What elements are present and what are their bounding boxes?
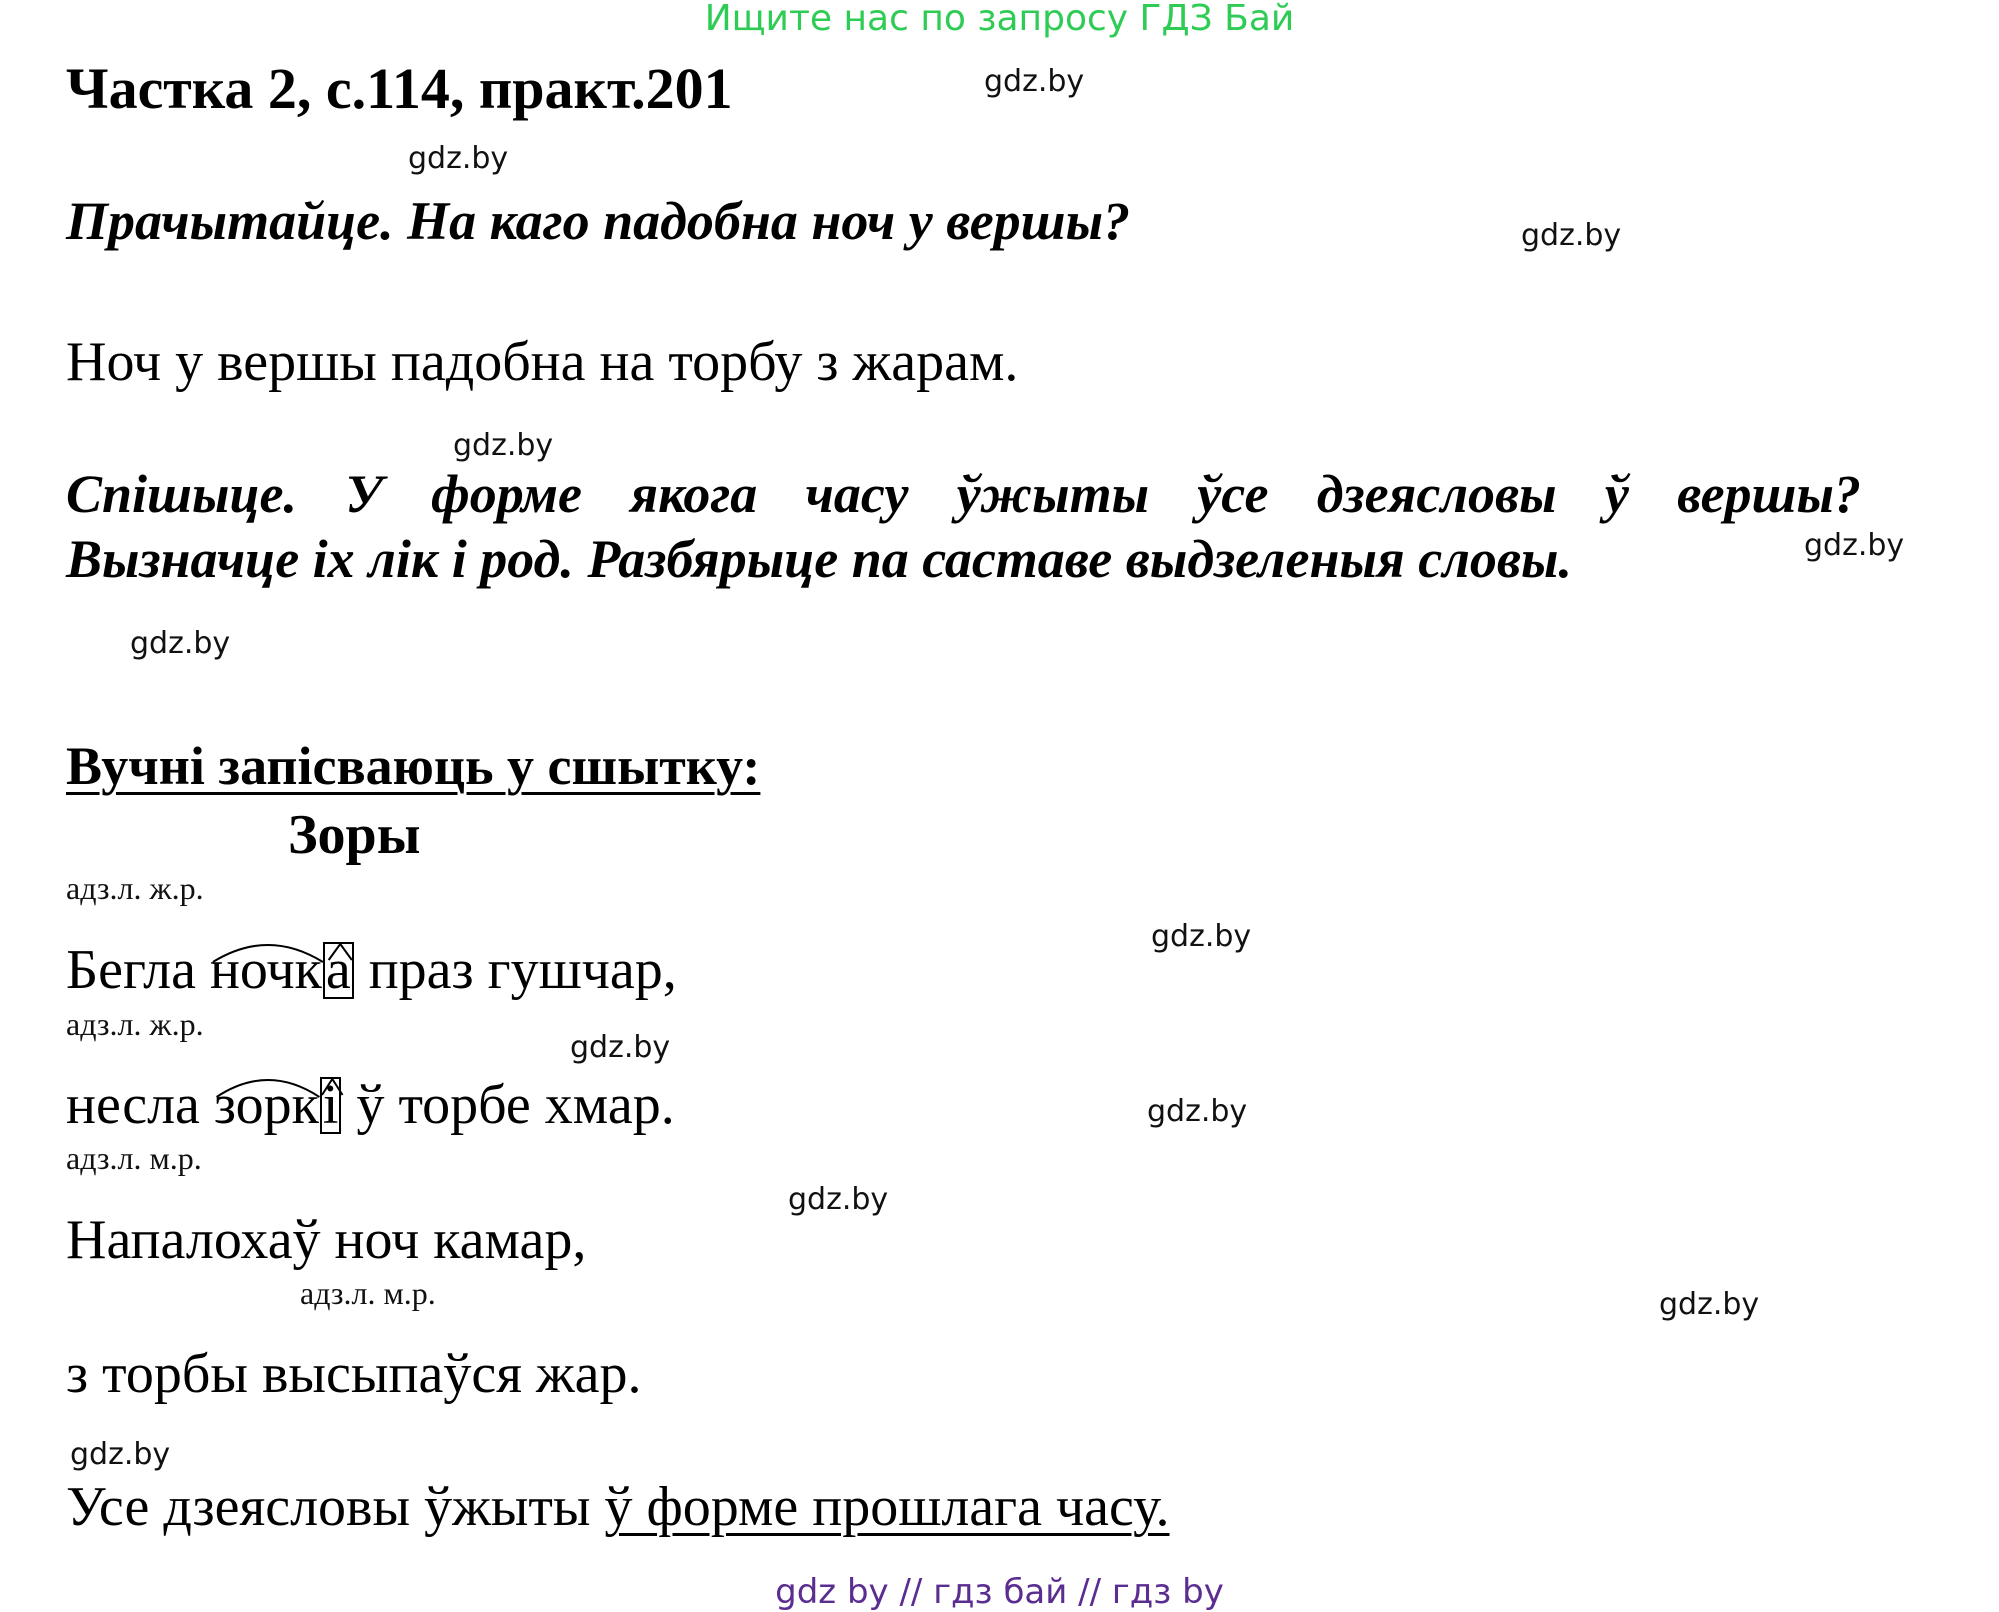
footer-watermark: gdz by // гдз бай // гдз by [775,1572,1224,1612]
page-heading: Частка 2, с.114, практ.201 [66,56,733,121]
root-arc-icon [210,926,355,966]
grammar-note: адз.л. м.р. [66,1140,202,1176]
watermark: gdz.by [408,141,509,176]
watermark: gdz.by [570,1030,671,1065]
notebook-label: Вучні запісваюць у сшытку: [66,736,761,796]
watermark: gdz.by [1804,528,1905,563]
task-question-1: Прачытайце. На каго падобна ноч у вершы? [66,191,1131,251]
watermark: gdz.by [453,428,554,463]
grammar-note: адз.л. ж.р. [66,870,204,906]
conclusion-text [66,1475,1170,1539]
poem-line-4: з торбы высыпаўся жар. [66,1343,642,1405]
watermark: gdz.by [130,626,231,661]
word-root: ночк [209,939,322,1001]
poem-line-3: Напалохаў ноч камар, [66,1209,587,1271]
poem-line-2-end: ў торбе хмар. [342,1074,675,1136]
task-question-2-line1: Спішыце. У форме якога часу ўжыты ўсе дзеясловы ў вершы? [66,464,1861,524]
watermark: gdz.by [70,1437,171,1472]
poem-line-2 [66,1073,675,1137]
poem-line-1-start: Бегла [66,939,210,1001]
answer-text: Ноч у вершы падобна на торбу з жарам. [66,331,1019,393]
root-arc-icon [214,1061,343,1101]
word-ending-box: а [323,942,354,999]
poem-line-1 [66,938,677,1002]
watermark: gdz.by [984,64,1085,99]
search-banner: Ищите нас по запросу ГДЗ Бай [704,0,1295,39]
highlighted-word-2 [214,1073,343,1137]
highlighted-word-1 [210,938,355,1002]
watermark: gdz.by [1147,1094,1248,1129]
grammar-note: адз.л. ж.р. [66,1006,204,1042]
watermark: gdz.by [1521,218,1622,253]
poem-title: Зоры [288,804,421,866]
watermark: gdz.by [1151,919,1252,954]
conclusion-underlined: ў форме прошлага часу. [604,1476,1170,1538]
watermark: gdz.by [1659,1287,1760,1322]
task-question-2-line2: Вызначце іх лік і род. Разбярыце па саставе выдзеленыя словы. [66,529,1573,589]
watermark: gdz.by [788,1182,889,1217]
word-root: зорк [213,1074,319,1136]
poem-line-2-start: несла [66,1074,214,1136]
poem-line-1-end: праз гушчар, [354,939,677,1001]
conclusion-plain: Усе дзеясловы ўжыты [66,1476,605,1538]
grammar-note: адз.л. м.р. [300,1275,436,1311]
word-ending-box: і [320,1077,342,1134]
